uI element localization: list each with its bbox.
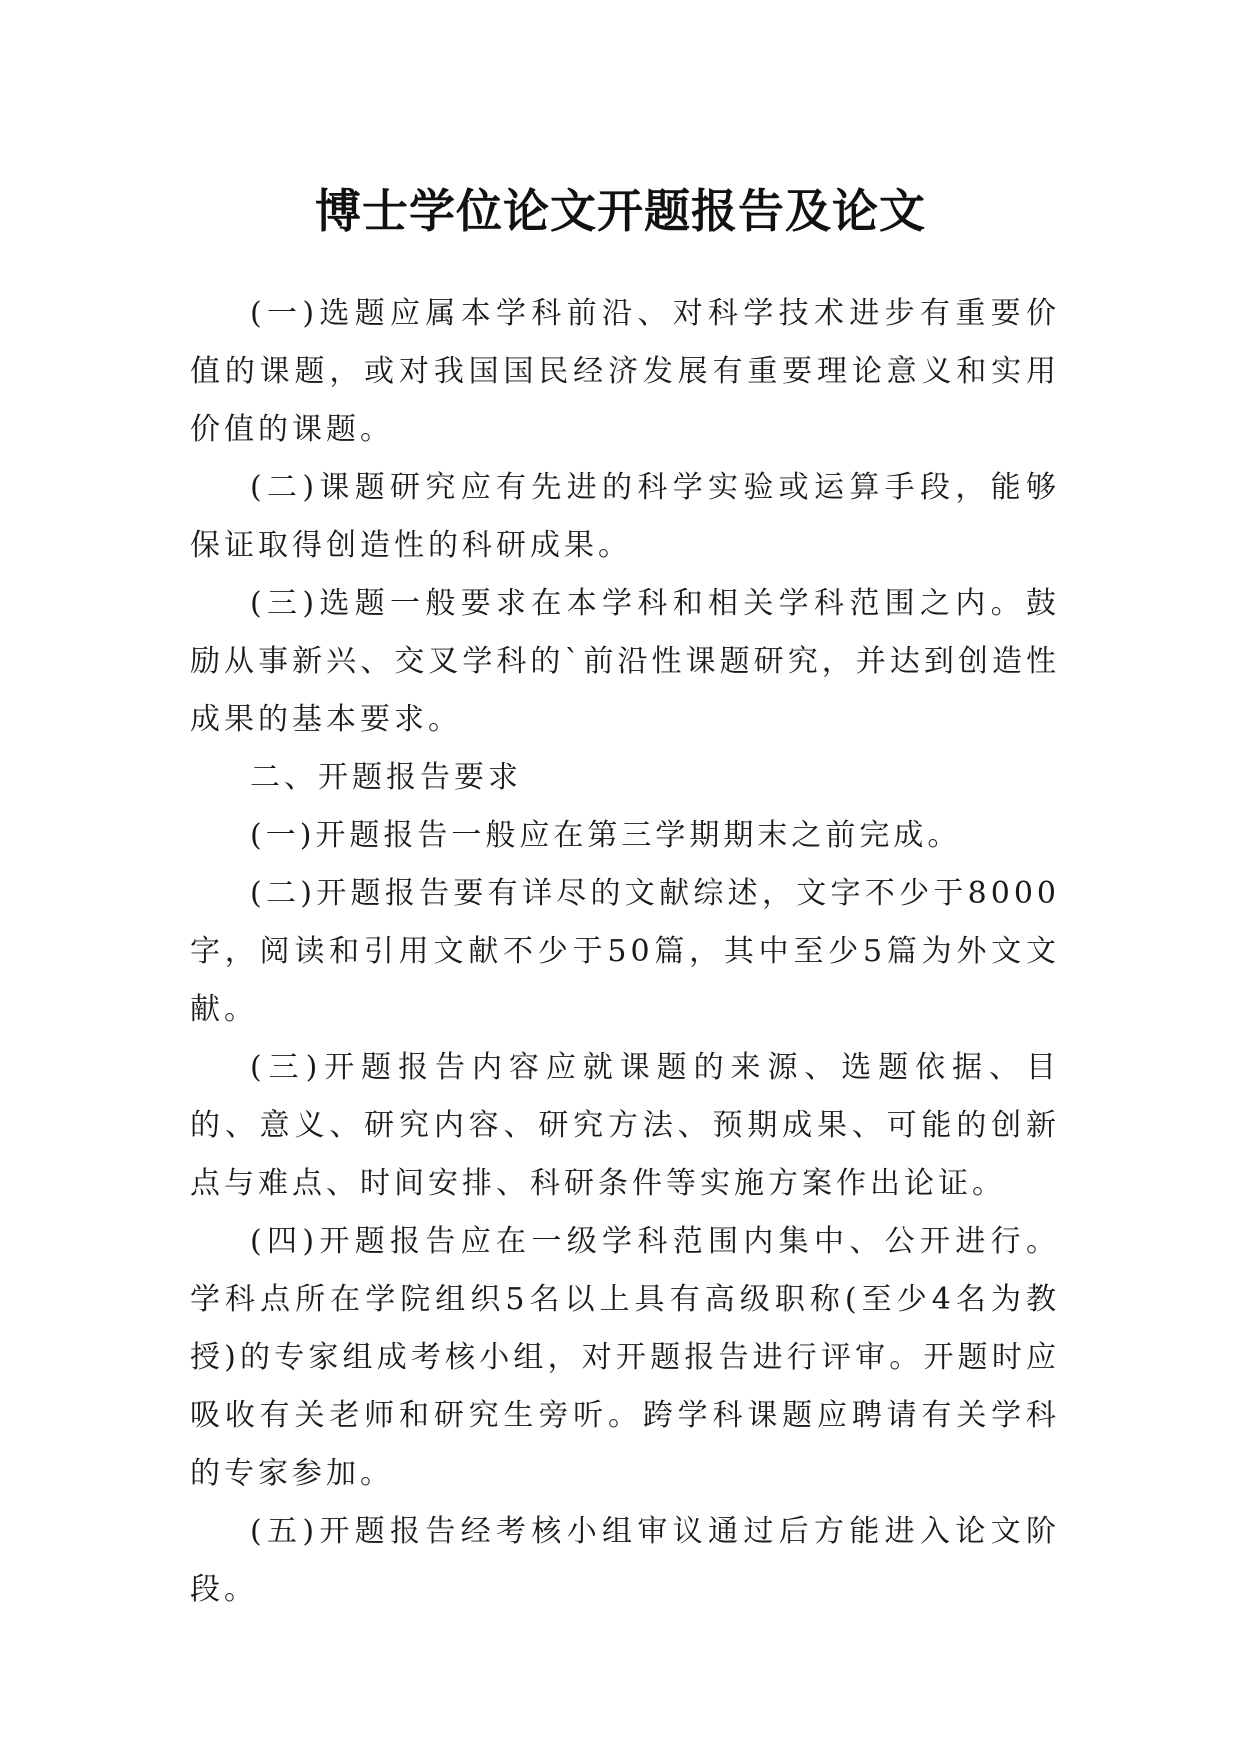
section-heading-proposal-requirements: 二、开题报告要求 bbox=[250, 760, 522, 795]
paragraph-literature-review: (二)开题报告要有详尽的文献综述，文字不少于8000字，阅读和引用文献不少于50篇，其中至少5篇为外文文献。 bbox=[190, 876, 1060, 1027]
paragraph-research-methods: (二)课题研究应有先进的科学实验或运算手段，能够保证取得创造性的科研成果。 bbox=[190, 470, 1060, 563]
paragraph-proposal-approval: (五)开题报告经考核小组审议通过后方能进入论文阶段。 bbox=[190, 1514, 1060, 1607]
paragraph-topic-frontier: (一)选题应属本学科前沿、对科学技术进步有重要价值的课题，或对我国国民经济发展有重要理论意义和实用价值的课题。 bbox=[190, 296, 1060, 447]
paragraph-proposal-content: (三)开题报告内容应就课题的来源、选题依据、目的、意义、研究内容、研究方法、预期成果、可能的创新点与难点、时间安排、科研条件等实施方案作出论证。 bbox=[190, 1050, 1060, 1201]
paragraph-topic-scope: (三)选题一般要求在本学科和相关学科范围之内。鼓励从事新兴、交叉学科的`前沿性课题研究，并达到创造性成果的基本要求。 bbox=[190, 586, 1060, 737]
paragraph-proposal-review: (四)开题报告应在一级学科范围内集中、公开进行。学科点所在学院组织5名以上具有高级职称(至少4名为教授)的专家组成考核小组，对开题报告进行评审。开题时应吸收有关老师和研究生旁听。跨学科课题应聘请有关学科的专家参加。 bbox=[190, 1224, 1060, 1491]
document-title: 博士学位论文开题报告及论文 bbox=[315, 183, 926, 238]
document-body bbox=[190, 285, 1060, 1619]
paragraph-proposal-deadline: (一)开题报告一般应在第三学期期末之前完成。 bbox=[250, 818, 962, 853]
